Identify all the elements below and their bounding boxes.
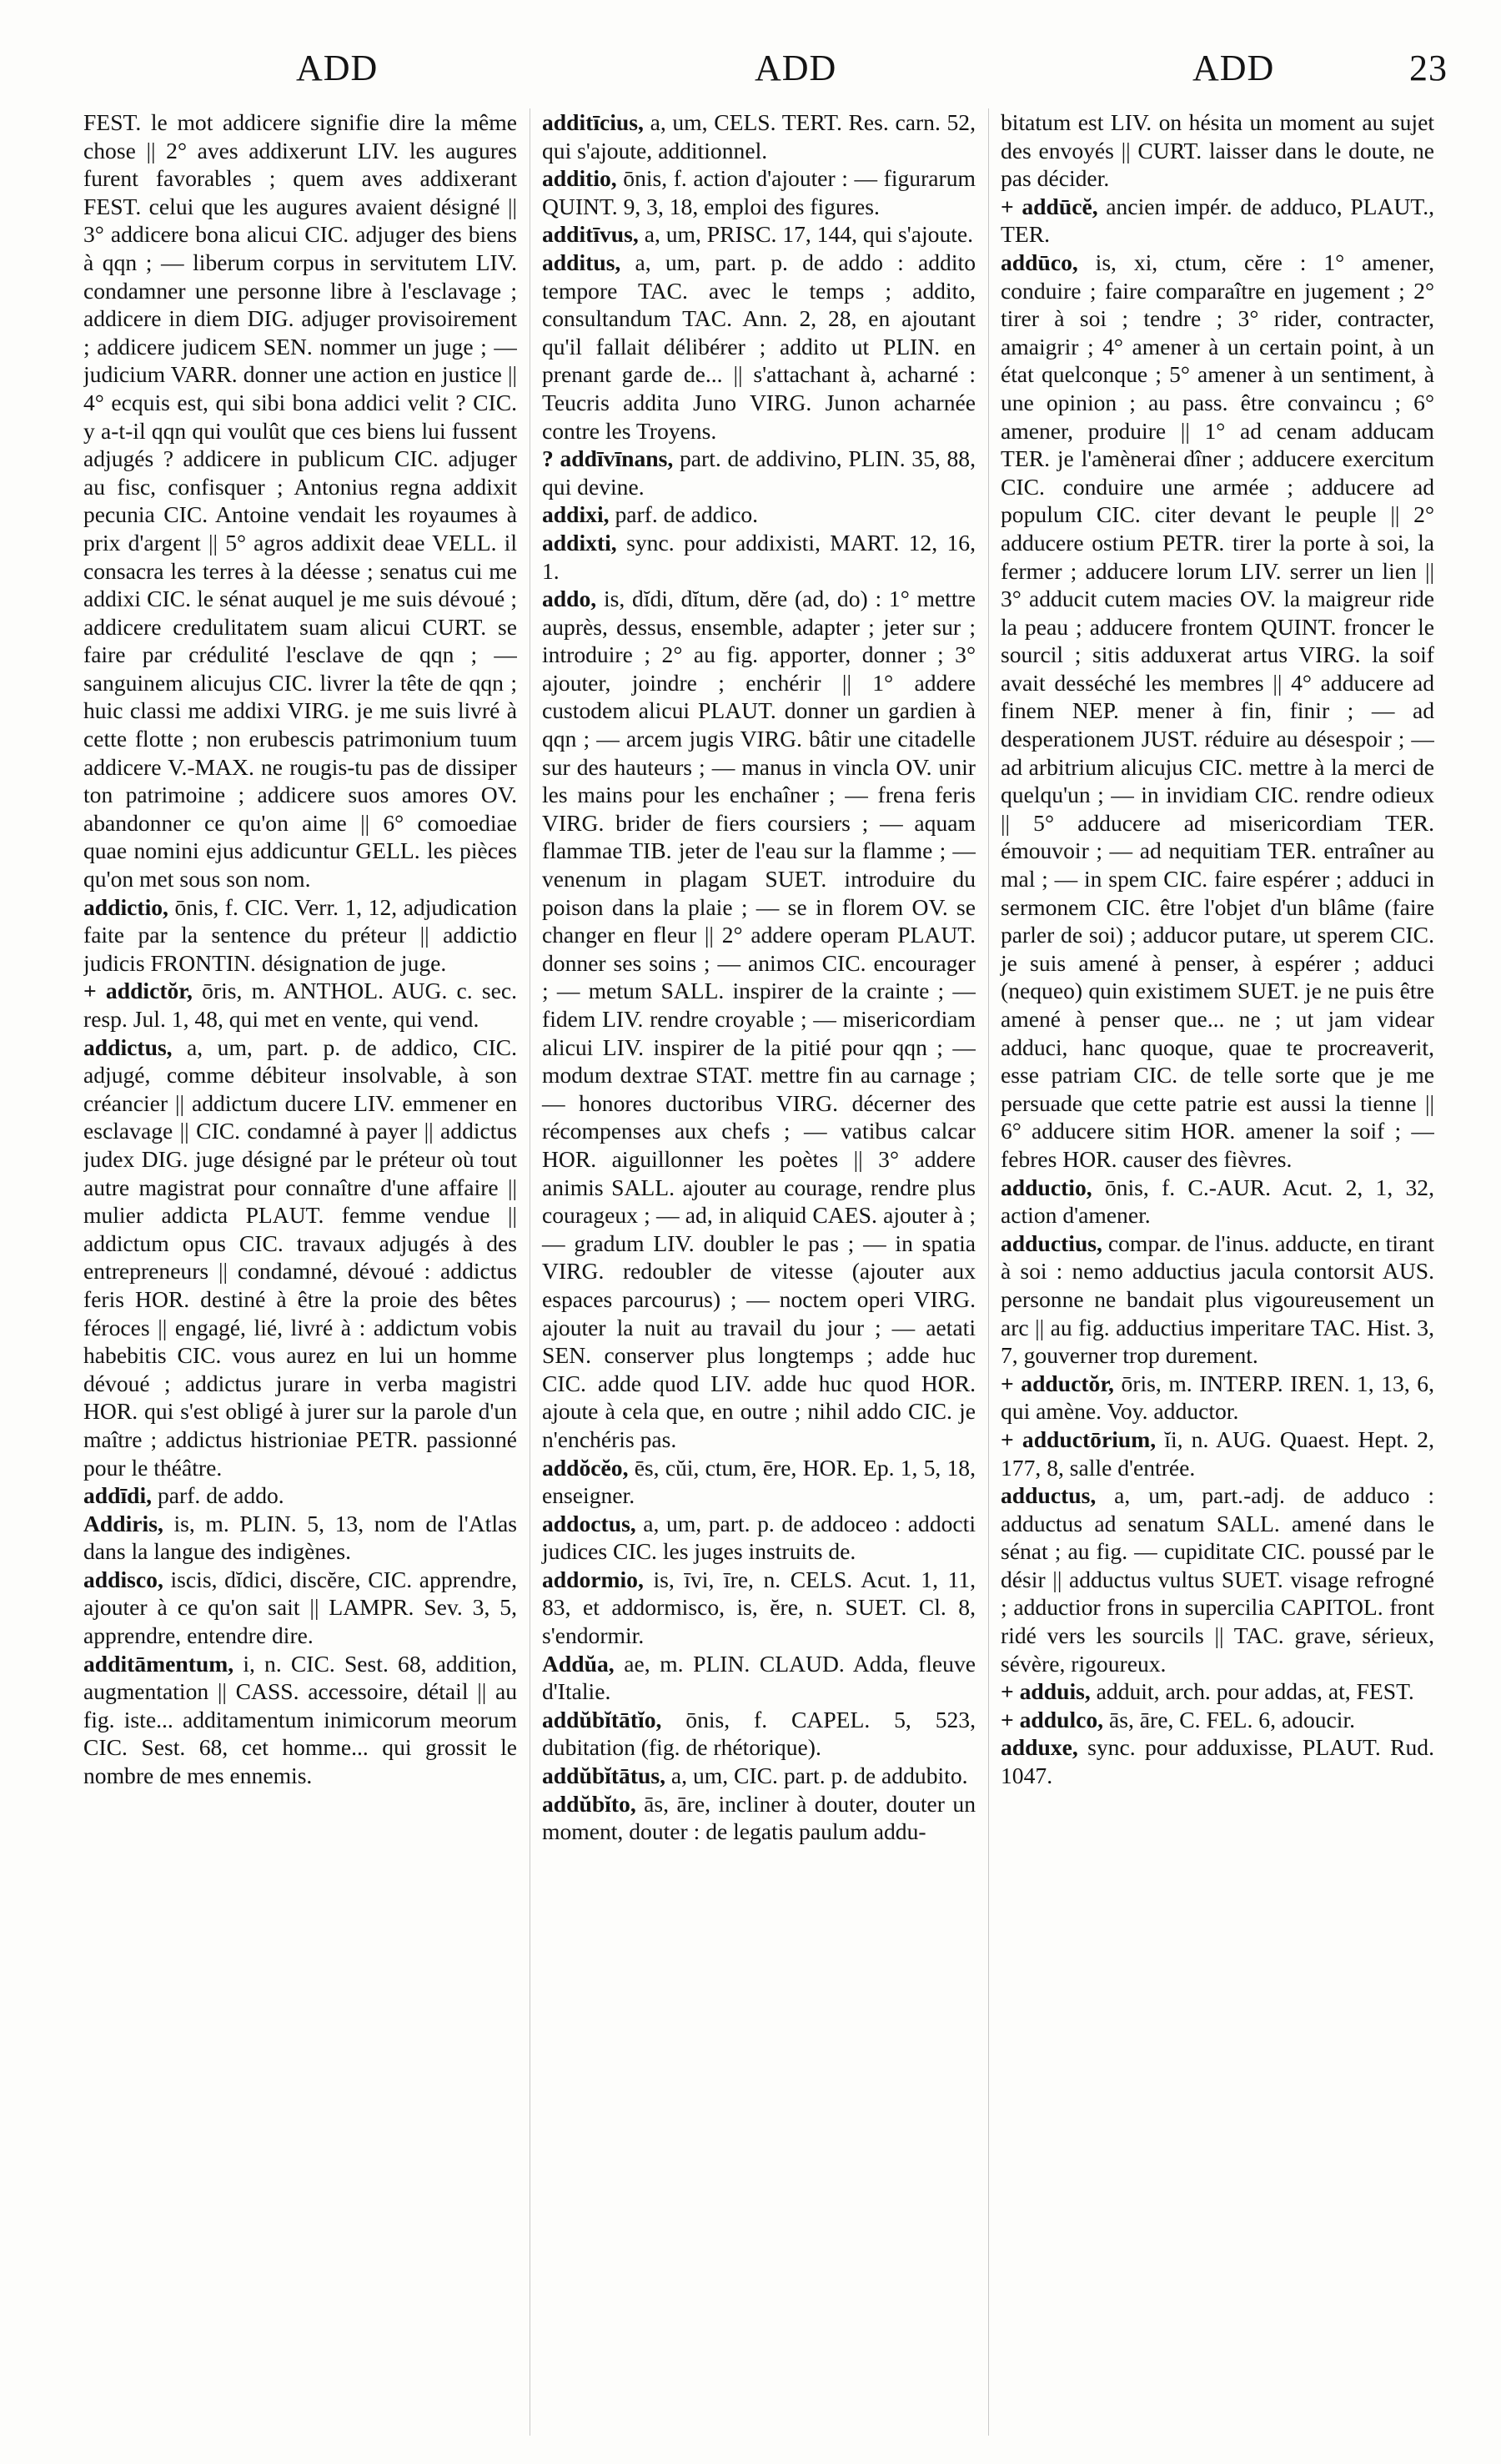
entry-headword: addixi, — [542, 501, 610, 528]
entry-headword: addisco, — [83, 1566, 163, 1592]
entry-headword: addixti, — [542, 529, 617, 556]
running-head — [0, 47, 1501, 97]
entry-definition: is, xi, ctum, cĕre : 1° amener, conduire ; faire comparaître en jugement ; 2° tirer à soi ; tendre ; 3° rider, contracter, amaigrir ; 4° amener à un certain point, à un état quelconque ; 5° amener à un sentiment, à une opinion ; au pass. être convaincu ; 6° amener, produire || 1° ad cenam adducam TER. je l'amènerai dîner ; adducere exercitum CIC. conduire une armée ; adducere ad populum CIC. citer devant le peuple || 2° adducere ostium PETR. tirer la porte à soi, la fermer ; adducere lorum LIV. serrer un lien || 3° adducit cutem macies OV. la maigreur ride la peau ; adducere frontem QUINT. froncer le sourcil ; sitis adduxerat artus VIRG. la soif avait desséché les membres || 4° adducere ad finem NEP. mener à fin, finir ; — ad desperationem JUST. réduire au désespoir ; — ad arbitrium alicujus CIC. mettre à la merci de quelqu'un ; — in invidiam CIC. rendre odieux || 5° adducere ad misericordiam TER. émouvoir ; — ad nequitiam TER. entraîner au mal ; — in spem CIC. faire espérer ; adduci in sermonem CIC. être l'objet d'un blâme (faire parler de soi) ; adducor putare, ut sperem CIC. je suis amené à penser, à espérer ; adduci (nequeo) quin existimem SUET. je ne puis être amené à penser que... ne ; ut jam videar adduci, hanc quoque, quae te procreaverit, esse patriam CIC. de telle sorte que je me persuade que cette patrie est aussi la tienne || 6° adducere sitim HOR. amener la soif ; — febres HOR. causer des fièvres. — [1001, 249, 1434, 1172]
column-2 — [530, 108, 976, 2436]
entry-headword: Addiris, — [83, 1510, 163, 1536]
dictionary-entry — [542, 164, 976, 220]
entry-definition: a, um, part. p. de addo : addito tempore TAC. avec le temps ; addito, consultandum TAC. Ann. 2, 28, en ajoutant qu'il fallait délibérer ; addito ut PLIN. en prenant garde de... || s'attachant à, acharné : Teucris addita Juno VIRG. Junon acharnée contre les Troyens. — [542, 249, 976, 444]
dictionary-entry — [542, 529, 976, 585]
entry-headword: + addictŏr, — [83, 978, 193, 1004]
entry-definition: is, m. PLIN. 5, 13, nom de l'Atlas dans la langue des indigènes. — [83, 1510, 517, 1565]
entry-headword: addŭbĭtātus, — [542, 1763, 666, 1789]
entry-definition: ae, m. PLIN. CLAUD. Adda, fleuve d'Italie. — [542, 1650, 976, 1705]
running-head-right: ADD — [1192, 48, 1275, 88]
dictionary-entry — [1001, 249, 1434, 1174]
entry-definition: is, īvi, īre, n. CELS. Acut. 1, 11, 83, et addormisco, is, ĕre, n. SUET. Cl. 8, s'endormir. — [542, 1566, 976, 1649]
column-1 — [83, 108, 517, 2436]
entry-headword: addŭbĭtātĭo, — [542, 1706, 662, 1732]
entry-headword: additīcius, — [542, 109, 644, 135]
dictionary-entry — [542, 220, 976, 249]
entry-definition: ōnis, f. CIC. Verr. 1, 12, adjudication faite par la sentence du préteur || addictio judicis FRONTIN. désignation de juge. — [83, 893, 517, 976]
entry-headword: adduxe, — [1001, 1734, 1078, 1761]
entry-headword: addŭbĭto, — [542, 1790, 636, 1817]
entry-definition: parf. de addo. — [157, 1482, 284, 1509]
dictionary-entry — [542, 249, 976, 445]
entry-headword: additāmentum, — [83, 1650, 234, 1677]
entry-definition: a, um, CIC. part. p. de addubito. — [670, 1763, 968, 1789]
dictionary-entry — [1001, 1706, 1434, 1734]
dictionary-entry — [83, 1510, 517, 1566]
entry-definition: iscis, dĭdici, discĕre, CIC. apprendre, ajouter à ce qu'on sait || LAMPR. Sev. 3, 5, apprendre, entendre dire. — [83, 1566, 517, 1649]
dictionary-entry — [542, 1650, 976, 1706]
dictionary-entry — [542, 1762, 976, 1790]
entry-headword: addictio, — [83, 893, 168, 920]
dictionary-entry — [542, 1510, 976, 1566]
entry-definition: a, um, part.-adj. de adduco : adductus ad senatum SALL. amené dans le sénat ; au fig. — cupiditate CIC. poussé par le désir || adductus vultus SUET. visage refrogné ; adductior frons in supercilia CAPITOL. front ridé vers les sourcils || TAC. grave, sérieux, sévère, rigoureux. — [1001, 1482, 1434, 1677]
entry-headword: ? addīvīnans, — [542, 445, 674, 472]
entry-definition: a, um, CELS. TERT. Res. carn. 52, qui s'ajoute, additionnel. — [542, 109, 976, 163]
dictionary-entry — [83, 1481, 517, 1510]
dictionary-entry — [1001, 1229, 1434, 1370]
entry-definition: ēs, cŭi, ctum, ēre, HOR. Ep. 1, 5, 18, enseigner. — [542, 1454, 976, 1509]
entry-definition: bitatum est LIV. on hésita un moment au sujet des envoyés || CURT. laisser dans le doute, ne pas décider. — [1001, 109, 1434, 192]
entry-headword: addŏcĕo, — [542, 1454, 629, 1481]
entry-headword: adductus, — [1001, 1482, 1097, 1509]
dictionary-entry — [83, 893, 517, 978]
dictionary-entry — [1001, 1174, 1434, 1229]
entry-headword: + addūcĕ, — [1001, 193, 1098, 219]
dictionary-entry — [1001, 1733, 1434, 1789]
dictionary-entry — [1001, 1481, 1434, 1677]
entry-headword: additio, — [542, 165, 617, 192]
dictionary-entry — [1001, 1370, 1434, 1426]
entry-headword: addoctus, — [542, 1510, 636, 1536]
dictionary-entry — [542, 1566, 976, 1650]
dictionary-entry — [542, 1454, 976, 1510]
entry-headword: adductius, — [1001, 1229, 1102, 1256]
entry-definition: part. de addivino, PLIN. 35, 88, qui devine. — [542, 445, 976, 500]
entry-headword: + addulco, — [1001, 1706, 1104, 1732]
entry-definition: ōnis, f. CAPEL. 5, 523, dubitation (fig. de rhétorique). — [542, 1706, 976, 1761]
dictionary-entry — [1001, 1426, 1434, 1481]
column-3 — [988, 108, 1434, 2436]
dictionary-entry — [542, 108, 976, 164]
entry-definition: a, um, part. p. de addico, CIC. adjugé, comme débiteur insolvable, à son créancier || addictum ducere LIV. emmener en esclavage || CIC. condamné à payer || addictus judex DIG. juge désigné par le préteur où tout autre magistrat pour connaître d'une affaire || mulier addicta PLAUT. femme vendue || addictum opus CIC. travaux adjugés à des entrepreneurs || condamné, dévoué : addictus feris HOR. destiné à être la proie des bêtes féroces || engagé, lié, livré à : addictum vobis habebitis CIC. vous aurez en lui un homme dévoué ; addictus jurare in verba magistri HOR. qui s'est obligé à jurer sur la parole d'un maître ; addictus histrioniae PETR. passionné pour le théâtre. — [83, 1033, 517, 1481]
text-columns — [83, 108, 1434, 2436]
entry-headword: addictus, — [83, 1033, 173, 1060]
entry-headword: additīvus, — [542, 221, 639, 248]
entry-definition: ās, āre, incliner à douter, douter un moment, douter : de legatis paulum addu- — [542, 1790, 976, 1845]
entry-headword: + adduis, — [1001, 1678, 1091, 1705]
dictionary-entry — [1001, 193, 1434, 249]
entry-definition: ōris, m. ANTHOL. AUG. c. sec. resp. Jul. 1, 48, qui met en vente, qui vend. — [83, 978, 517, 1032]
entry-definition: ōris, m. INTERP. IREN. 1, 13, 6, qui amène. Voy. adductor. — [1001, 1370, 1434, 1425]
entry-definition: ancien impér. de adduco, PLAUT., TER. — [1001, 193, 1434, 248]
entry-definition: a, um, part. p. de addoceo : addocti judices CIC. les juges instruits de. — [542, 1510, 976, 1565]
entry-definition: ĭi, n. AUG. Quaest. Hept. 2, 177, 8, salle d'entrée. — [1001, 1426, 1434, 1481]
dictionary-entry — [1001, 108, 1434, 193]
dictionary-entry — [83, 977, 517, 1033]
entry-headword: addormio, — [542, 1566, 644, 1592]
entry-definition: compar. de l'inus. adducte, en tirant à soi : nemo adductius jacula contorsit AUS. personne ne bandait plus vigoureusement un arc || au fig. adductius imperitare TAC. Hist. 3, 7, gouverner trop durement. — [1001, 1229, 1434, 1369]
entry-headword: Addŭa, — [542, 1650, 615, 1677]
entry-headword: + adductōrium, — [1001, 1426, 1157, 1452]
entry-definition: adduit, arch. pour addas, at, FEST. — [1096, 1678, 1414, 1705]
entry-definition: ās, āre, C. FEL. 6, adoucir. — [1108, 1706, 1356, 1732]
dictionary-entry — [542, 1706, 976, 1762]
dictionary-entry — [83, 1566, 517, 1650]
entry-headword: additus, — [542, 249, 621, 275]
running-head-left: ADD — [296, 48, 379, 88]
entry-headword: addo, — [542, 586, 597, 612]
entry-definition: is, dĭdi, dĭtum, dĕre (ad, do) : 1° mettre auprès, dessus, ensemble, adapter ; jeter sur ; introduire ; 2° au fig. apporter, donner ; 3° ajouter, joindre ; enchérir || 1° addere custodem alicui PLAUT. donner un gardien à qqn ; — arcem jugis VIRG. bâtir une citadelle sur des hauteurs ; — manus in vincla OV. unir les mains pour les enchaîner ; — frena feris VIRG. brider de fiers coursiers ; — aquam flammae TIB. jeter de l'eau sur la flamme ; — venenum in plagam SUET. introduire du poison dans la plaie ; — se in florem OV. se changer en fleur || 2° addere operam PLAUT. donner ses soins ; — animos CIC. encourager ; — metum SALL. inspirer de la crainte ; — fidem LIV. rendre croyable ; — misericordiam alicui LIV. inspirer de la pitié pour qqn ; — modum dextrae STAT. mettre fin au carnage ; — honores ductoribus VIRG. décerner des récompenses aux chefs ; — vatibus calcar HOR. aiguillonner les poètes || 3° addere animis SALL. ajouter au courage, rendre plus courageux ; — ad, in aliquid CAES. ajouter à ; — gradum LIV. doubler le pas ; — in spatia VIRG. redoubler de vitesse (ajouter aux espaces parcourus) ; — noctem operi VIRG. ajouter la nuit au travail du jour ; — aetati SEN. conserver plus longtemps ; adde huc CIC. adde quod LIV. adde huc quod HOR. ajoute à cela que, en outre ; nihil addo CIC. je n'enchéris pas. — [542, 586, 976, 1452]
entry-definition: i, n. CIC. Sest. 68, addition, augmentation || CASS. accessoire, détail || au fig. iste... additamentum inimicorum meorum CIC. Sest. 68, cet homme... qui grossit le nombre de mes ennemis. — [83, 1650, 517, 1789]
dictionary-entry — [1001, 1677, 1434, 1706]
entry-definition: parf. de addico. — [615, 501, 759, 528]
entry-headword: adductio, — [1001, 1174, 1092, 1200]
entry-definition: ōnis, f. C.-AUR. Acut. 2, 1, 32, action d'amener. — [1001, 1174, 1434, 1229]
entry-definition: sync. pour addixisti, MART. 12, 16, 1. — [542, 529, 976, 584]
entry-definition: ōnis, f. action d'ajouter : — figurarum QUINT. 9, 3, 18, emploi des figures. — [542, 165, 976, 219]
entry-definition: sync. pour adduxisse, PLAUT. Rud. 1047. — [1001, 1734, 1434, 1789]
running-head-center: ADD — [755, 48, 837, 88]
entry-definition: a, um, PRISC. 17, 144, qui s'ajoute. — [644, 221, 974, 248]
dictionary-entry — [83, 1650, 517, 1790]
dictionary-entry — [542, 1790, 976, 1846]
dictionary-entry — [542, 445, 976, 500]
entry-headword: addūco, — [1001, 249, 1078, 275]
page-number: 23 — [1409, 48, 1448, 88]
dictionary-entry — [542, 500, 976, 529]
dictionary-entry — [542, 585, 976, 1453]
entry-definition: FEST. le mot addicere signifie dire la même chose || 2° aves addixerunt LIV. les augures furent favorables ; quem aves addixerant FEST. celui que les augures avaient désigné || 3° addicere bona alicui CIC. adjuger des biens à qqn ; — liberum corpus in servitutem LIV. condamner une personne libre à l'esclavage ; addicere in diem DIG. adjuger provisoirement ; addicere judicem SEN. nommer un juge ; — judicium VARR. donner une action en justice || 4° ecquis est, qui sibi bona addici velit ? CIC. y a-t-il qqn qui voulût que ces biens lui fussent adjugés ? addicere in publicum CIC. adjuger au fisc, confisquer ; Antonius regna addixit pecunia CIC. Antoine vendait les royaumes à prix d'argent || 5° agros addixit deae VELL. il consacra les terres à la déesse ; senatus cui me addixi CIC. le sénat auquel je me suis dévoué ; addicere credulitatem suam alicui CURT. se faire par crédulité l'esclave de qqn ; — sanguinem alicujus CIC. livrer la tête de qqn ; huic classi me addixi VIRG. je me suis livré à cette flotte ; non erubescis patrimonium tuum addicere V.-MAX. ne rougis-tu pas de dissiper ton patrimoine ; addicere suos amores OV. abandonner ce qu'on aime || 6° comoediae quae nomini ejus addicuntur GELL. les pièces qu'on met sous son nom. — [83, 109, 517, 893]
entry-headword: + adductŏr, — [1001, 1370, 1114, 1396]
entry-headword: addīdi, — [83, 1482, 153, 1509]
dictionary-entry — [83, 108, 517, 893]
dictionary-entry — [83, 1033, 517, 1482]
